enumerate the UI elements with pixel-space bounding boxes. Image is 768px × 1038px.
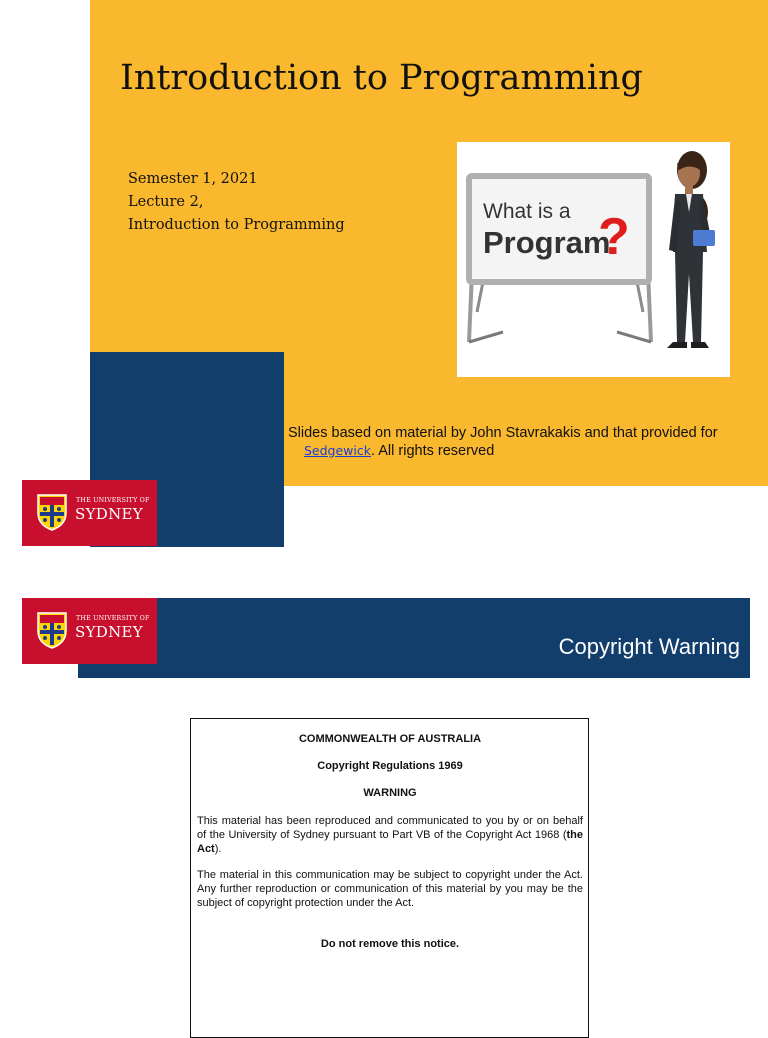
notice-paragraph-2: The material in this communication may be subject to copyright under the Act. Any further reproduction or communication of this material by you may be the subject of copyright protection under the Act. — [197, 869, 583, 909]
university-logo-slide2 — [22, 598, 157, 664]
sedgewick-link[interactable]: Sedgewick — [304, 443, 371, 458]
copyright-title: Copyright Warning — [558, 634, 740, 659]
notice-heading-commonwealth: COMMONWEALTH OF AUSTRALIA — [298, 733, 482, 745]
teacher-figure — [667, 151, 715, 348]
subtitle-line-semester: Semester 1, 2021 — [128, 171, 258, 187]
credit-text-part2: . All rights reserved — [371, 443, 495, 459]
notice-heading-regulations: Copyright Regulations 1969 — [317, 760, 463, 772]
university-crest-icon — [36, 611, 68, 649]
question-mark-icon: ? — [598, 208, 630, 266]
subtitle-line-lecture: Lecture 2, — [128, 194, 204, 210]
logo-big-text: SYDNEY — [75, 623, 143, 641]
what-is-a-program-illustration — [457, 142, 730, 377]
university-logo-slide1 — [22, 480, 157, 546]
slide-subtitle — [128, 168, 345, 237]
slide-credit-text — [288, 424, 758, 460]
notice-paragraph-1-text: This material has been reproduced and communicated to you by or on behalf of the University of Sydney pursuant to Part VB of the Copyright Act 1968 ( — [197, 815, 583, 841]
subtitle-line-topic: Introduction to Programming — [128, 217, 345, 233]
copyright-header-bar — [78, 598, 750, 678]
credit-text-part1: Slides based on material by John Stavrakakis and that provided for — [288, 425, 718, 441]
logo-small-text: THE UNIVERSITY OF — [76, 497, 150, 504]
whiteboard-figure-illustration — [457, 142, 730, 377]
board-text-line2: Program — [483, 225, 611, 260]
university-crest-icon — [36, 493, 68, 531]
logo-big-text: SYDNEY — [75, 505, 143, 523]
credit-indent — [288, 443, 494, 459]
notice-the-act: the Act — [197, 829, 583, 855]
notice-paragraph-1 — [197, 814, 583, 856]
logo-small-text: THE UNIVERSITY OF — [76, 615, 150, 622]
slide-title: Introduction to Programming — [120, 58, 643, 98]
board-text-line1: What is a — [483, 200, 571, 223]
notice-paragraph-1-end: ). — [214, 843, 222, 855]
notice-heading-warning: WARNING — [363, 787, 417, 799]
notice-footer: Do not remove this notice. — [320, 938, 460, 950]
copyright-notice-box — [190, 718, 589, 1038]
